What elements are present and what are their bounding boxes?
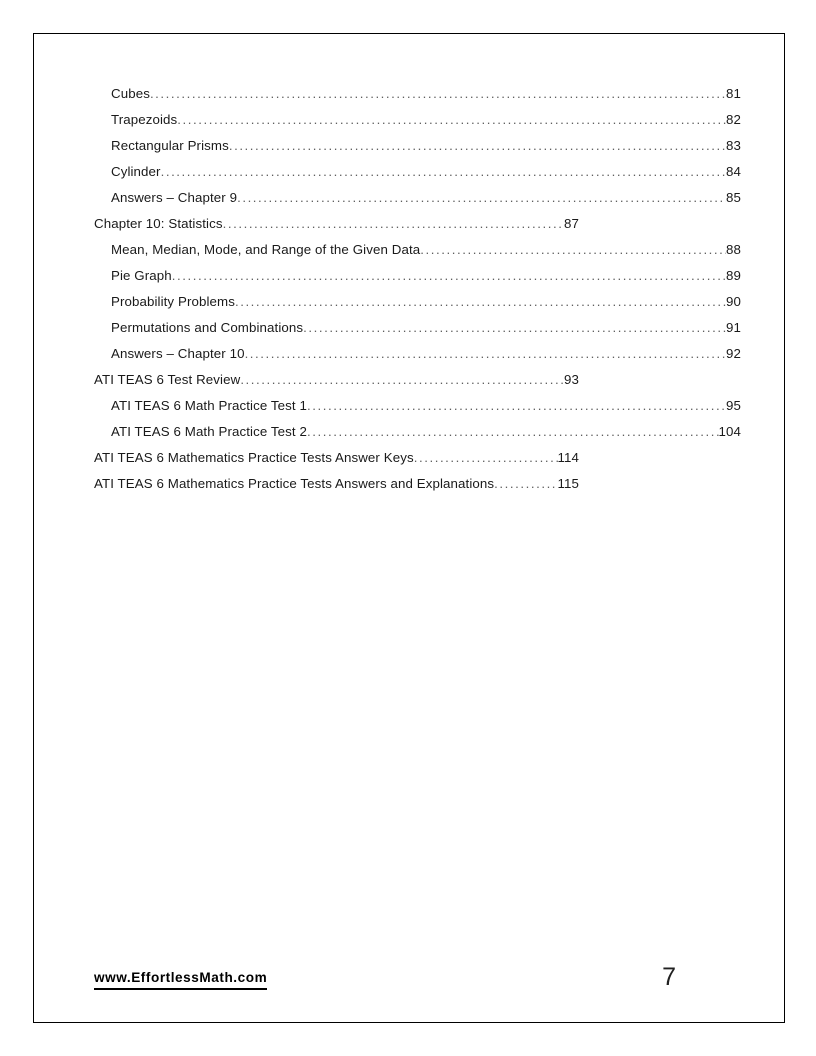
toc-dot-leader bbox=[229, 139, 726, 152]
toc-dot-leader bbox=[172, 269, 726, 282]
toc-entry[interactable] bbox=[94, 346, 741, 372]
toc-entry[interactable] bbox=[94, 86, 741, 112]
toc-entry-title: ATI TEAS 6 Test Review bbox=[94, 372, 241, 387]
toc-entry-page-number: 88 bbox=[726, 242, 741, 257]
toc-entry-title: Cylinder bbox=[111, 164, 161, 179]
toc-entry-title: ATI TEAS 6 Mathematics Practice Tests Answer Keys bbox=[94, 450, 414, 465]
toc-entry[interactable] bbox=[94, 476, 579, 502]
toc-entry-page-number: 87 bbox=[564, 216, 579, 231]
footer-page-number: 7 bbox=[662, 963, 676, 992]
toc-entry[interactable] bbox=[94, 320, 741, 346]
toc-entry-page-number: 85 bbox=[726, 190, 741, 205]
toc-entry-page-number: 104 bbox=[718, 424, 741, 439]
toc-entry-page-number: 90 bbox=[726, 294, 741, 309]
toc-entry[interactable] bbox=[94, 242, 741, 268]
toc-dot-leader bbox=[303, 321, 726, 334]
toc-entry-title: Cubes bbox=[111, 86, 150, 101]
toc-entry-page-number: 82 bbox=[726, 112, 741, 127]
toc-entry[interactable] bbox=[94, 372, 579, 398]
toc-entry[interactable] bbox=[94, 450, 579, 476]
toc-entry-page-number: 95 bbox=[726, 398, 741, 413]
toc-dot-leader bbox=[307, 399, 726, 412]
page-footer bbox=[94, 956, 724, 990]
toc-entry-page-number: 93 bbox=[564, 372, 579, 387]
toc-entry-title: Probability Problems bbox=[111, 294, 235, 309]
toc-entry[interactable] bbox=[94, 398, 741, 424]
toc-entry[interactable] bbox=[94, 190, 741, 216]
toc-entry-title: ATI TEAS 6 Mathematics Practice Tests Answers and Explanations bbox=[94, 476, 495, 491]
toc-dot-leader bbox=[420, 243, 726, 256]
toc-dot-leader bbox=[494, 477, 557, 490]
toc-dot-leader bbox=[414, 451, 558, 464]
toc-entry-page-number: 92 bbox=[726, 346, 741, 361]
toc-entry-page-number: 81 bbox=[726, 86, 741, 101]
toc-dot-leader bbox=[150, 87, 726, 100]
toc-entry-title: Answers – Chapter 9 bbox=[111, 190, 238, 205]
footer-website-link[interactable]: www.EffortlessMath.com bbox=[94, 970, 267, 990]
toc-entry[interactable] bbox=[94, 164, 741, 190]
toc-entry-title: Answers – Chapter 10 bbox=[111, 346, 245, 361]
toc-dot-leader bbox=[177, 113, 726, 126]
toc-dot-leader bbox=[245, 347, 726, 360]
page-sheet bbox=[33, 33, 785, 1023]
toc-entry-page-number: 89 bbox=[726, 268, 741, 283]
toc-entry-title: Trapezoids bbox=[111, 112, 178, 127]
toc-entry-title: Rectangular Prisms bbox=[111, 138, 229, 153]
toc-entry-page-number: 115 bbox=[557, 476, 579, 491]
toc-entry-title: Mean, Median, Mode, and Range of the Given Data bbox=[111, 242, 421, 257]
toc-entry[interactable] bbox=[94, 216, 579, 242]
toc-entry-page-number: 83 bbox=[726, 138, 741, 153]
toc-entry-title: Permutations and Combinations bbox=[111, 320, 304, 335]
toc-entry-title: Chapter 10: Statistics bbox=[94, 216, 223, 231]
toc-entry-page-number: 91 bbox=[726, 320, 741, 335]
toc-dot-leader bbox=[235, 295, 726, 308]
toc-entry-page-number: 84 bbox=[726, 164, 741, 179]
toc-dot-leader bbox=[237, 191, 726, 204]
toc-dot-leader bbox=[307, 425, 719, 438]
toc-dot-leader bbox=[223, 217, 564, 230]
toc-entry-title: ATI TEAS 6 Math Practice Test 1 bbox=[111, 398, 307, 413]
toc-entry[interactable] bbox=[94, 424, 741, 450]
toc-entry[interactable] bbox=[94, 294, 741, 320]
table-of-contents bbox=[94, 86, 741, 502]
toc-entry[interactable] bbox=[94, 138, 741, 164]
toc-entry[interactable] bbox=[94, 112, 741, 138]
toc-entry-page-number: 114 bbox=[557, 450, 579, 465]
toc-entry[interactable] bbox=[94, 268, 741, 294]
toc-entry-title: ATI TEAS 6 Math Practice Test 2 bbox=[111, 424, 307, 439]
toc-dot-leader bbox=[240, 373, 564, 386]
toc-dot-leader bbox=[161, 165, 726, 178]
toc-entry-title: Pie Graph bbox=[111, 268, 172, 283]
